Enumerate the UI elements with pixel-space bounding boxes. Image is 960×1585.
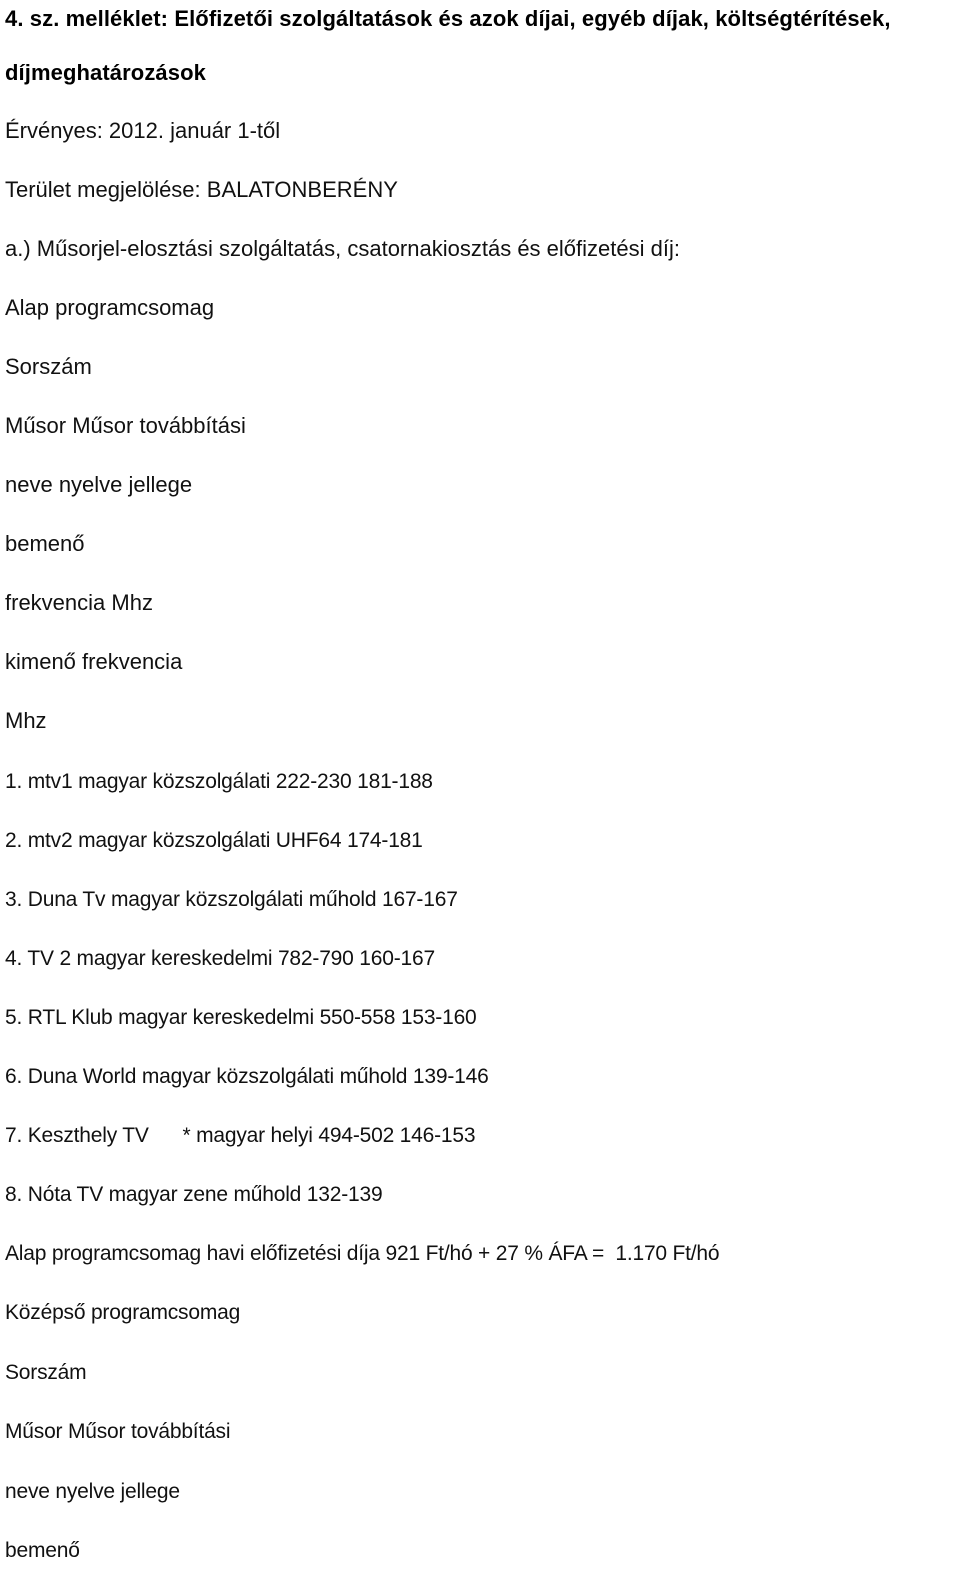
basic-header-input: bemenő	[5, 531, 85, 556]
heading-line-2: díjmeghatározások	[5, 60, 206, 85]
section-a-title: a.) Műsorjel-elosztási szolgáltatás, csatornakiosztás és előfizetési díj:	[5, 236, 680, 261]
basic-package-title: Alap programcsomag	[5, 295, 215, 320]
area-text: Terület megjelölése: BALATONBERÉNY	[5, 177, 398, 202]
basic-header-output-frequency: kimenő frekvencia	[5, 649, 183, 674]
channel-row: 6. Duna World magyar közszolgálati műhold 139-146	[5, 1065, 489, 1088]
basic-package-fee: Alap programcsomag havi előfizetési díja 921 Ft/hó + 27 % ÁFA = 1.170 Ft/hó	[5, 1242, 720, 1265]
channel-row: 3. Duna Tv magyar közszolgálati műhold 167-167	[5, 888, 458, 911]
middle-header-input: bemenő	[5, 1539, 80, 1562]
middle-header-program: Műsor Műsor továbbítási	[5, 1420, 231, 1443]
basic-header-input-frequency: frekvencia Mhz	[5, 590, 153, 615]
basic-header-name-language-type: neve nyelve jellege	[5, 472, 193, 497]
middle-header-number: Sorszám	[5, 1361, 87, 1384]
channel-row: 8. Nóta TV magyar zene műhold 132-139	[5, 1183, 383, 1206]
channel-row: 5. RTL Klub magyar kereskedelmi 550-558 153-160	[5, 1006, 477, 1029]
basic-header-number: Sorszám	[5, 354, 92, 379]
channel-row: 2. mtv2 magyar közszolgálati UHF64 174-181	[5, 829, 423, 852]
validity-text: Érvényes: 2012. január 1-től	[5, 118, 281, 143]
basic-header-program: Műsor Műsor továbbítási	[5, 413, 246, 438]
middle-package-title: Középső programcsomag	[5, 1301, 241, 1324]
basic-header-mhz: Mhz	[5, 708, 47, 733]
middle-header-name-language-type: neve nyelve jellege	[5, 1480, 180, 1503]
channel-row: 1. mtv1 magyar közszolgálati 222-230 181-188	[5, 770, 433, 793]
channel-row: 7. Keszthely TV * magyar helyi 494-502 146-153	[5, 1124, 476, 1147]
heading-line-1: 4. sz. melléklet: Előfizetői szolgáltatások és azok díjai, egyéb díjak, költségtérítések,	[5, 6, 891, 31]
channel-row: 4. TV 2 magyar kereskedelmi 782-790 160-167	[5, 947, 435, 970]
